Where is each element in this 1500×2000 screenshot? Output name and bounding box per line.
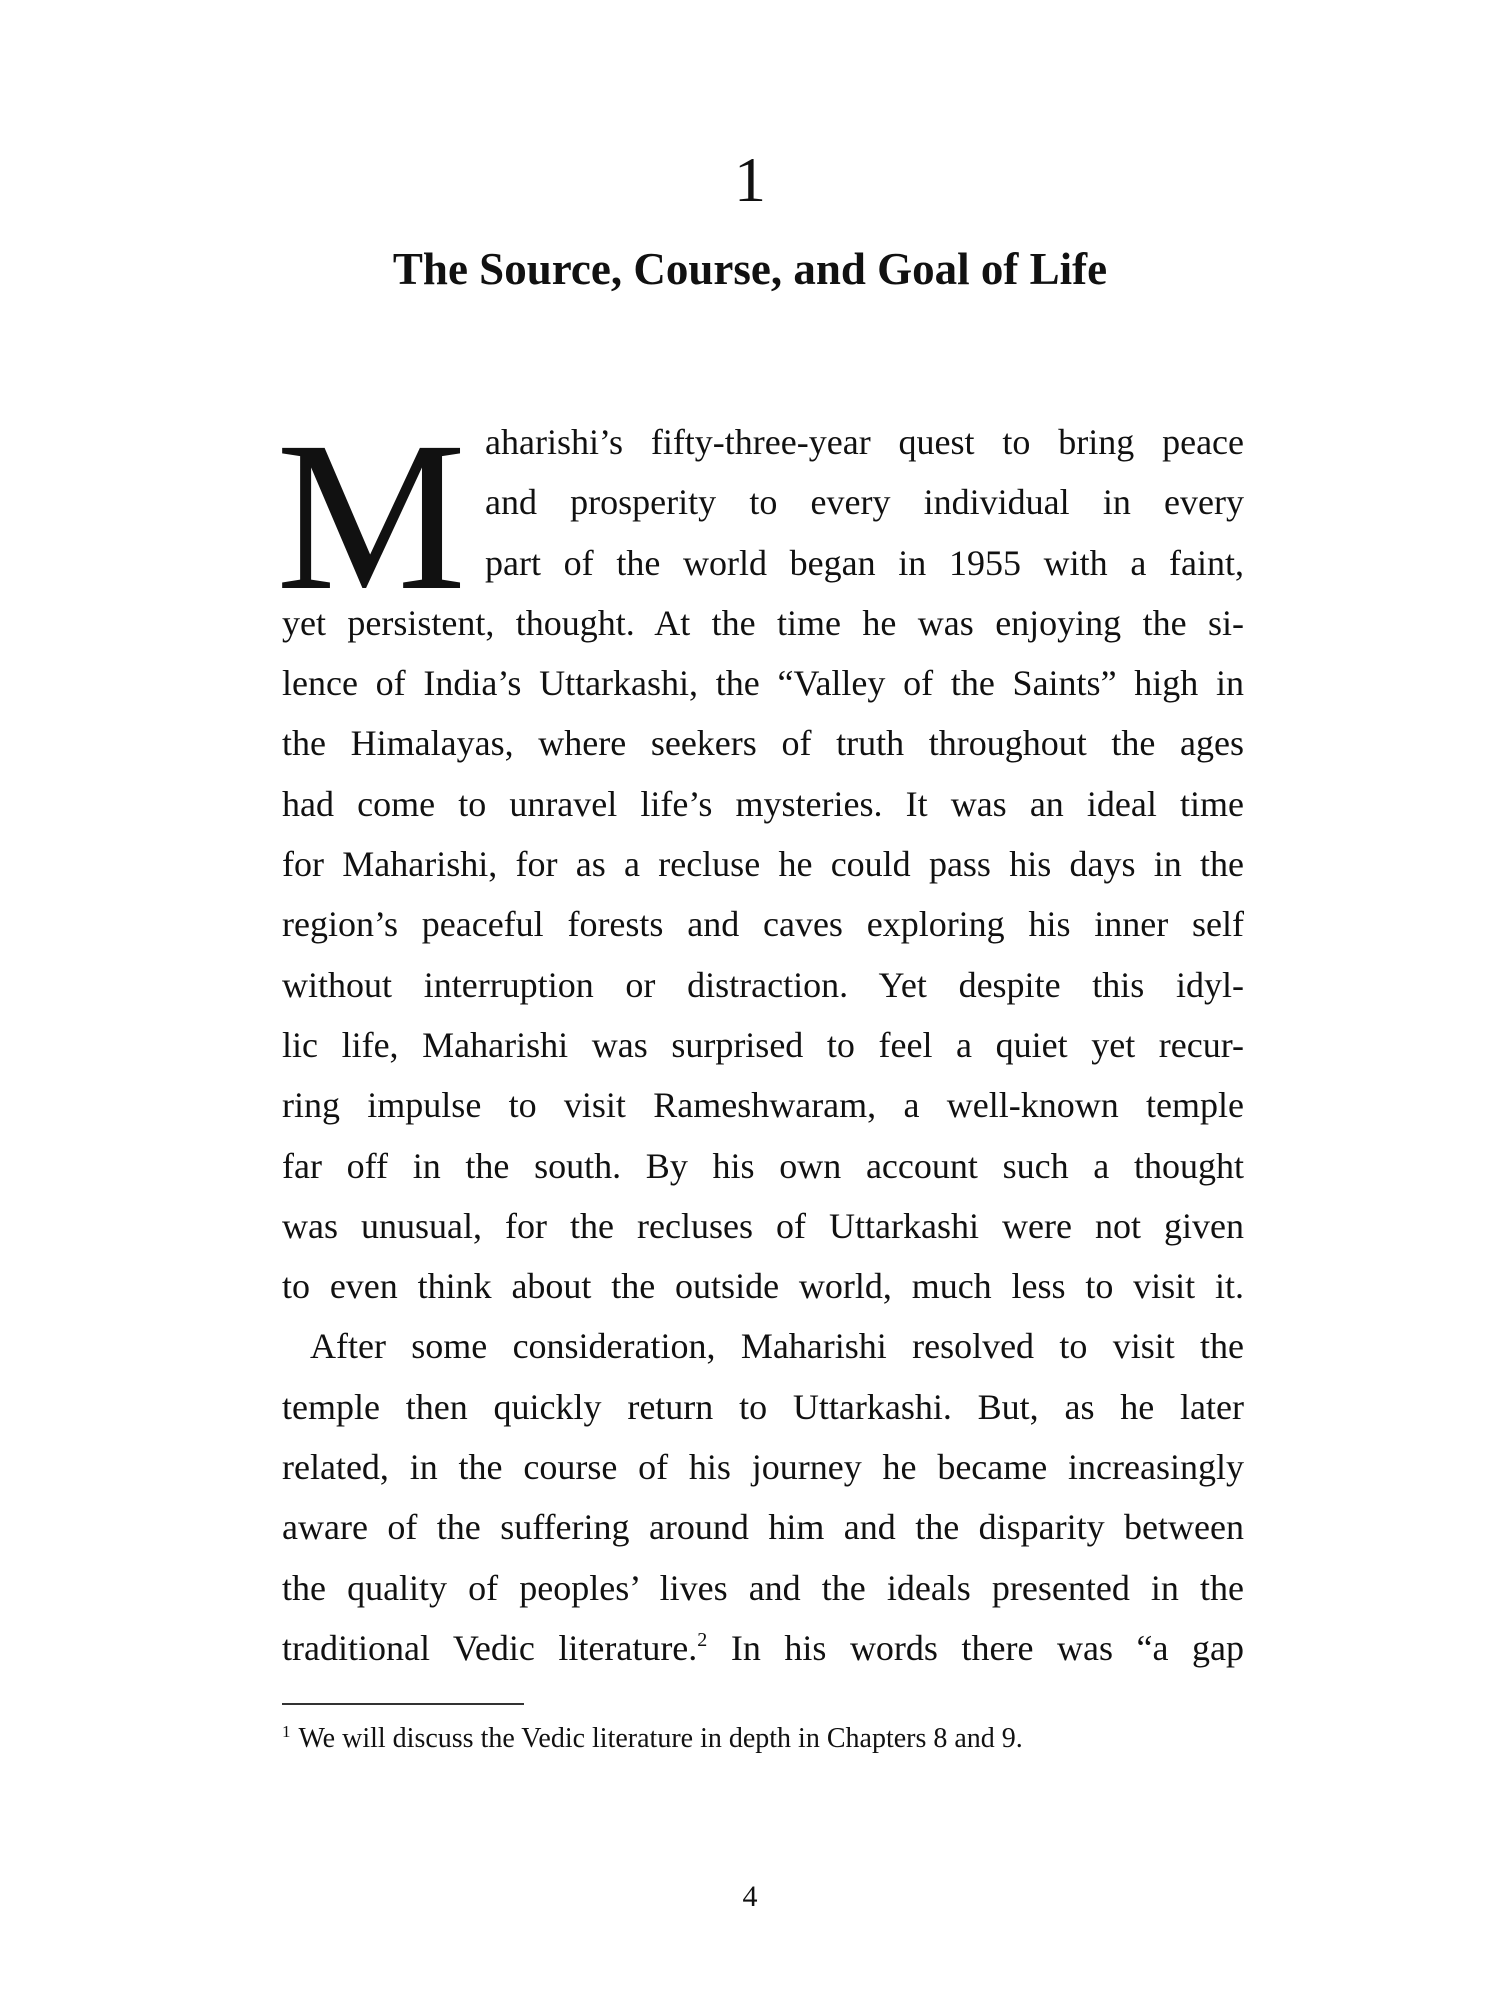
text-line: the quality of peoples’ lives and the ideals presented in the <box>282 1567 1244 1608</box>
footnote-marker: 1 <box>282 1722 291 1741</box>
text-line: to even think about the outside world, much less to visit it. <box>282 1266 1244 1307</box>
text-segment: In his words there was “a gap <box>707 1627 1244 1668</box>
text-line: aharishi’s fifty-three-year quest to bring peace <box>485 422 1244 462</box>
chapter-number: 1 <box>734 144 766 215</box>
text-line: far off in the south. By his own account such a thought <box>282 1145 1244 1186</box>
text-line: for Maharishi, for as a recluse he could pass his days in the <box>282 844 1244 885</box>
chapter-title: The Source, Course, and Goal of Life <box>392 244 1108 294</box>
text-line: without interruption or distraction. Yet despite this idyl- <box>282 964 1244 1005</box>
footnote-reference: 2 <box>697 1628 708 1651</box>
text-line: ring impulse to visit Rameshwaram, a well-known temple <box>282 1085 1244 1126</box>
text-line: lence of India’s Uttarkashi, the “Valley of the Saints” high in <box>282 663 1244 704</box>
text-line: lic life, Maharishi was surprised to feel a quiet yet recur- <box>282 1024 1244 1065</box>
text-segment: traditional Vedic literature. <box>282 1627 698 1668</box>
page-number: 4 <box>742 1880 758 1913</box>
text-line: had come to unravel life’s mysteries. It was an ideal time <box>282 783 1244 824</box>
text-line: the Himalayas, where seekers of truth throughout the ages <box>282 723 1244 764</box>
text-line: temple then quickly return to Uttarkashi. But, as he later <box>282 1386 1244 1427</box>
body-text <box>276 398 1244 1678</box>
text-line: related, in the course of his journey he became increasingly <box>282 1447 1244 1488</box>
footnote <box>282 1722 1023 1756</box>
text-line: was unusual, for the recluses of Uttarkashi were not given <box>282 1205 1244 1246</box>
footnote-divider <box>282 1703 524 1705</box>
text-line: part of the world began in 1955 with a faint, <box>485 542 1244 583</box>
footnote-text: We will discuss the Vedic literature in depth in Chapters 8 and 9. <box>298 1723 1023 1754</box>
text-line: region’s peaceful forests and caves exploring his inner self <box>282 904 1244 945</box>
text-line: and prosperity to every individual in every <box>485 482 1244 523</box>
text-line <box>282 1618 1244 1678</box>
text-line: aware of the suffering around him and the disparity between <box>282 1507 1244 1548</box>
drop-cap: M <box>276 398 467 635</box>
text-line: After some consideration, Maharishi resolved to visit the <box>310 1326 1244 1367</box>
text-line: yet persistent, thought. At the time he was enjoying the si- <box>282 602 1244 643</box>
